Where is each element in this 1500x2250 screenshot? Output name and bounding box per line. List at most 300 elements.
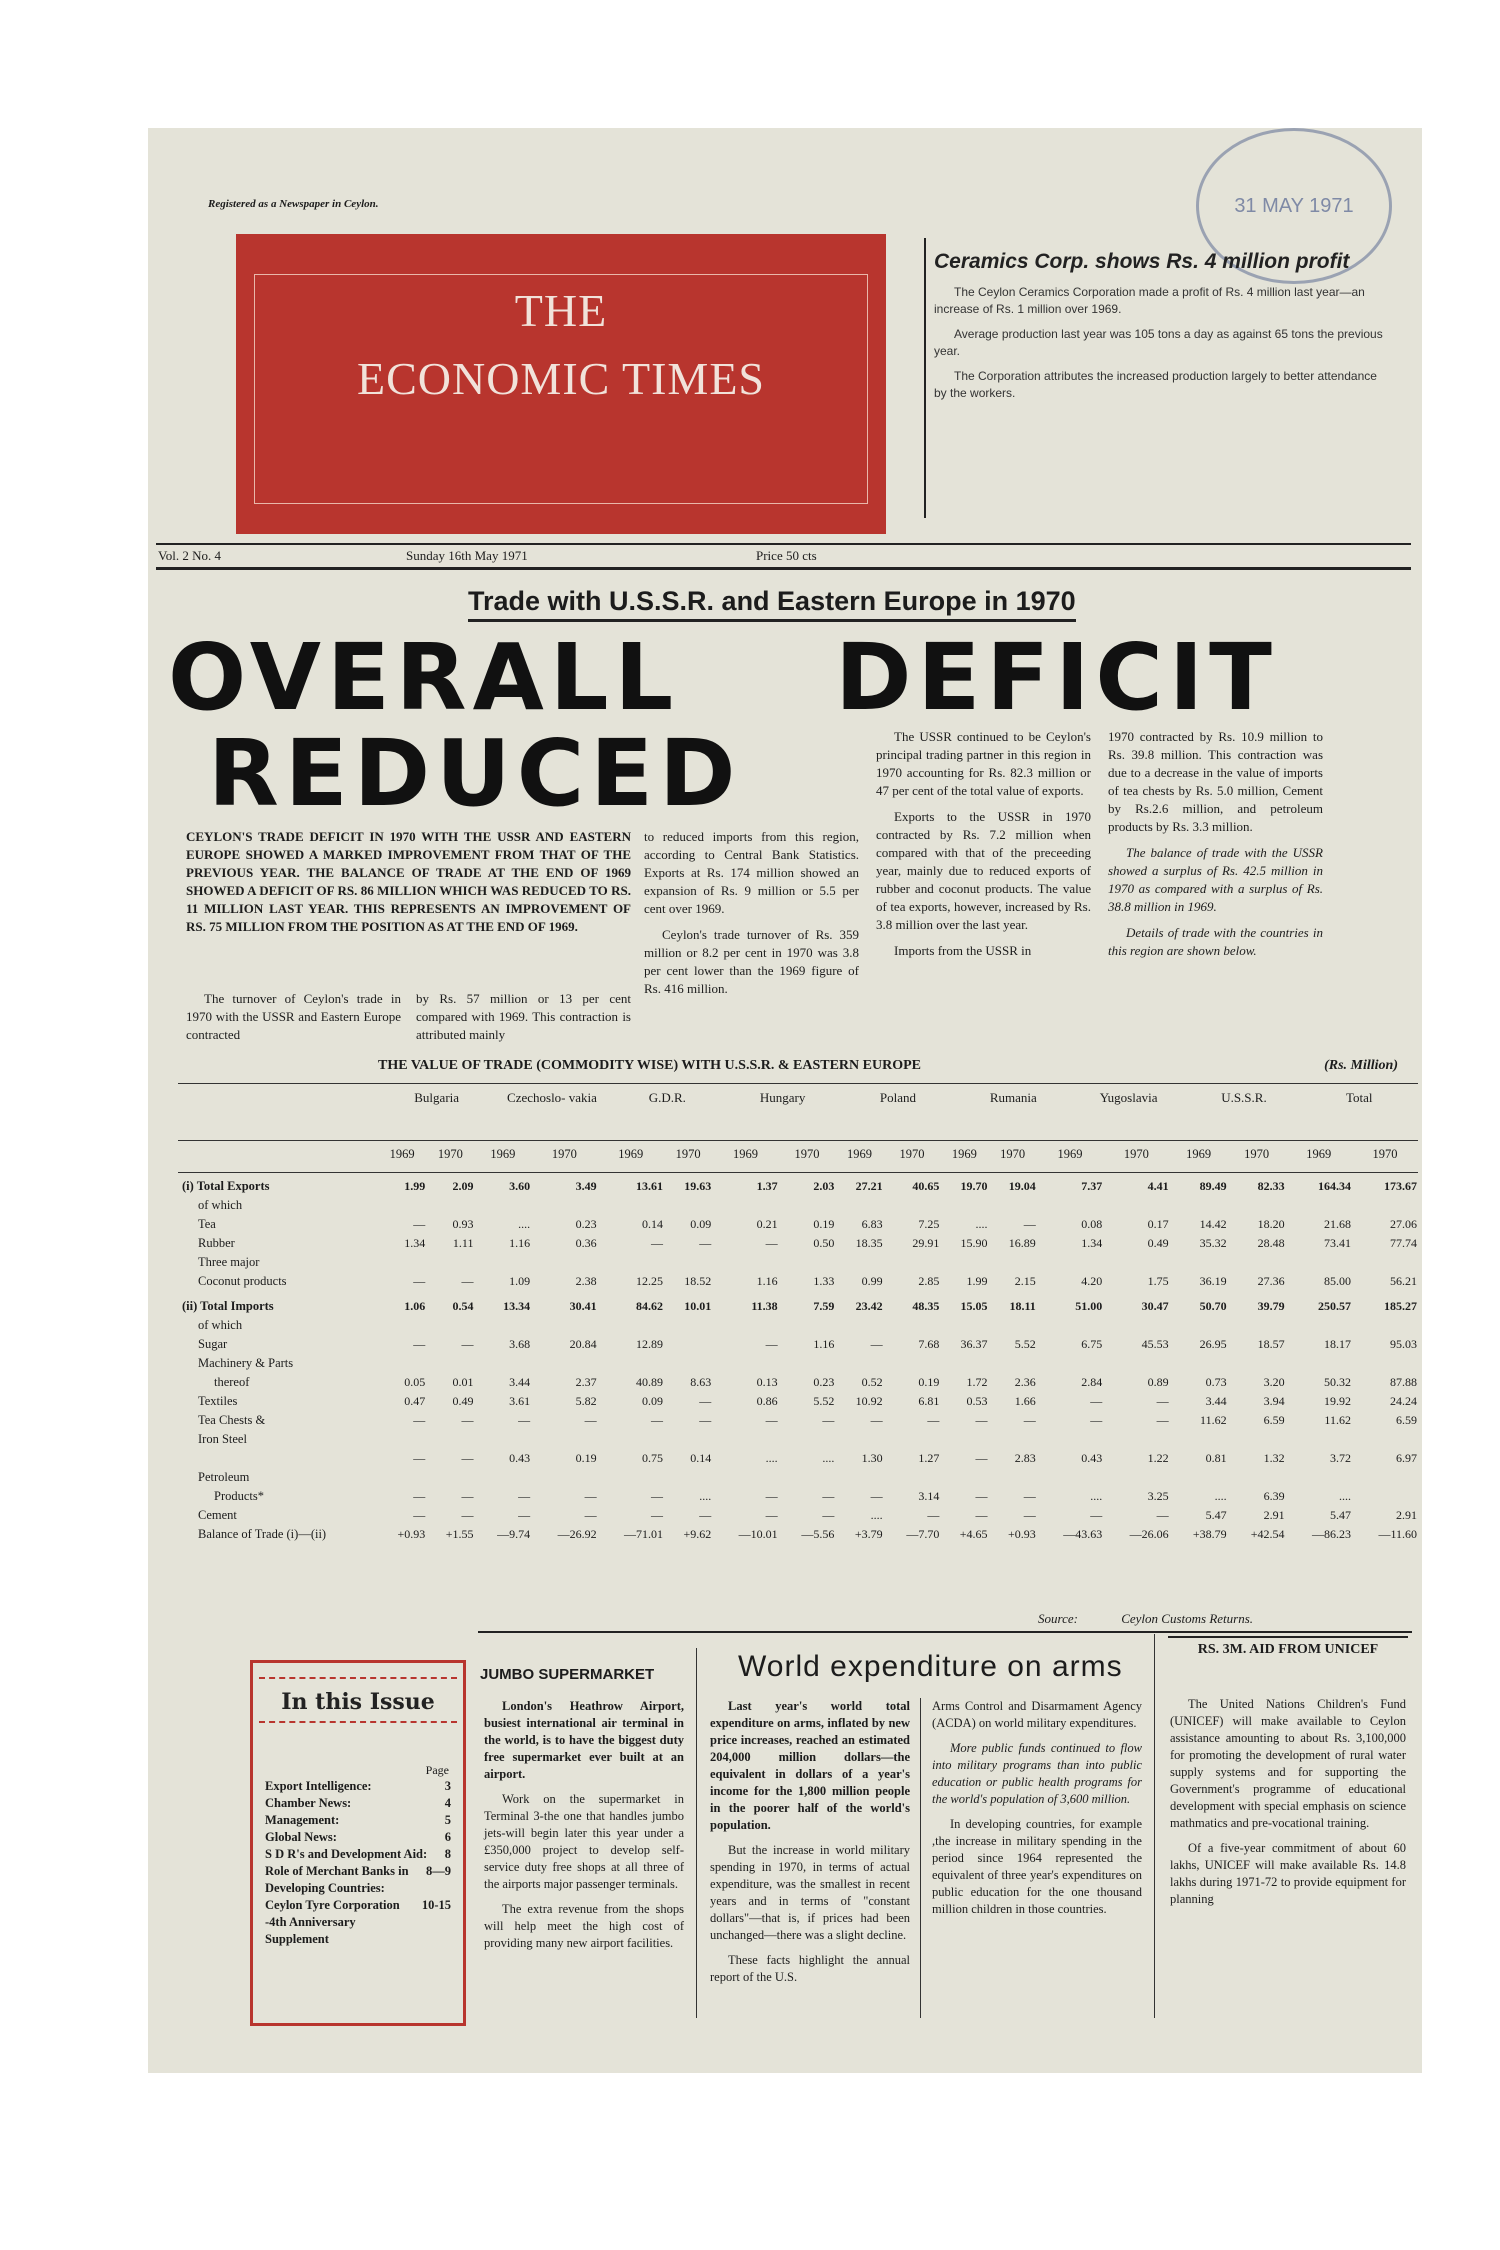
table-row — [178, 1293, 1418, 1318]
table-cell — [664, 1470, 712, 1489]
year-header: 1969 — [835, 1141, 883, 1173]
table-cell: 30.47 — [1141, 1299, 1169, 1313]
table-cell: 1.75 — [1147, 1274, 1169, 1288]
row-label: Coconut products — [198, 1274, 287, 1288]
table-cell — [531, 1255, 597, 1274]
table-cell: 4.41 — [1147, 1179, 1169, 1193]
table-cell: — — [975, 1508, 988, 1522]
table-cell: 18.11 — [1009, 1299, 1036, 1313]
table-cell: 0.05 — [404, 1375, 426, 1389]
table-cell: 0.99 — [861, 1274, 883, 1288]
table-cell — [1170, 1255, 1228, 1274]
table-cell: — — [1090, 1413, 1103, 1427]
table-cell — [531, 1470, 597, 1489]
table-cell — [835, 1356, 883, 1375]
row-label: Cement — [198, 1508, 237, 1522]
table-cell — [989, 1318, 1037, 1337]
source-value: Ceylon Customs Returns. — [1121, 1611, 1254, 1626]
year-header: 1969 — [1170, 1141, 1228, 1173]
table-cell: — — [1090, 1508, 1103, 1522]
table-row — [178, 1337, 1418, 1356]
table-cell — [1352, 1470, 1418, 1489]
source-label: Source: — [1038, 1611, 1078, 1626]
table-cell: — — [651, 1236, 664, 1250]
issue-item-page: 3 — [444, 1779, 451, 1793]
table-row — [178, 1173, 1418, 1199]
table-cell: 0.86 — [756, 1394, 778, 1408]
country-header: Rumania — [989, 1090, 1037, 1105]
main-subhead: Trade with U.S.S.R. and Eastern Europe in 1970 — [468, 586, 1076, 622]
jumbo-paragraph: Work on the supermarket in Terminal 3-the one that handles jumbo jets-will begin later this year under a £350,000 project to develop self-service duty free shops at all three of the airports major passenger terminals. — [484, 1792, 684, 1891]
table-cell — [1170, 1318, 1228, 1337]
table-cell: 2.37 — [575, 1375, 597, 1389]
table-cell: 1.99 — [404, 1179, 426, 1193]
table-cell: .... — [870, 1508, 883, 1522]
table-cell: 50.70 — [1199, 1299, 1227, 1313]
table-cell: — — [1023, 1489, 1036, 1503]
table-cell: 0.23 — [813, 1375, 835, 1389]
table-cell: —26.06 — [1129, 1527, 1169, 1541]
table-cell: — — [765, 1337, 778, 1351]
table-cell: — — [651, 1489, 664, 1503]
world-paragraph: Arms Control and Disarmament Agency (ACDA) on world military expenditures. — [932, 1699, 1142, 1730]
table-cell: 2.38 — [575, 1274, 597, 1288]
table-cell: 18.20 — [1257, 1217, 1285, 1231]
table-cell — [835, 1432, 883, 1451]
table-cell — [884, 1356, 941, 1375]
table-cell: 82.33 — [1257, 1179, 1285, 1193]
table-cell: 48.35 — [912, 1299, 940, 1313]
table-cell — [884, 1318, 941, 1337]
table-cell: .... — [1090, 1489, 1103, 1503]
table-cell: —5.56 — [801, 1527, 835, 1541]
jumbo-story — [484, 1698, 684, 1960]
table-cell — [378, 1470, 426, 1489]
table-cell — [779, 1318, 836, 1337]
table-cell: — — [413, 1217, 426, 1231]
table-cell: — — [765, 1508, 778, 1522]
table-cell: 1.16 — [509, 1236, 531, 1250]
ceramics-paragraph: The Corporation attributes the increased production largely to better attendance by the workers. — [934, 369, 1377, 400]
table-cell — [1286, 1255, 1352, 1274]
year-header: 1970 — [989, 1141, 1037, 1173]
table-cell: — — [822, 1508, 835, 1522]
table-cell: 11.62 — [1200, 1413, 1227, 1427]
table-cell — [664, 1255, 712, 1274]
table-cell: 39.79 — [1257, 1299, 1285, 1313]
table-cell — [531, 1198, 597, 1217]
headline-word-overall: OVERALL — [168, 624, 680, 731]
table-cell: 18.52 — [684, 1274, 712, 1288]
world-paragraph: More public funds continued to flow into military programs than into public education or public health programs for the world's population of 3,600 million. — [932, 1741, 1142, 1806]
table-cell: 23.42 — [855, 1299, 883, 1313]
table-cell: 56.21 — [1390, 1274, 1417, 1288]
bottom-section-rule — [478, 1631, 1412, 1633]
table-cell — [989, 1255, 1037, 1274]
table-cell — [1170, 1470, 1228, 1489]
table-cell: — — [699, 1508, 712, 1522]
table-cell: 1.32 — [1263, 1451, 1285, 1465]
table-cell: — — [518, 1508, 531, 1522]
table-cell: 1.66 — [1014, 1394, 1036, 1408]
table-cell — [712, 1318, 778, 1337]
country-header: U.S.S.R. — [1221, 1090, 1267, 1105]
article-paragraph: The balance of trade with the USSR showed a surplus of Rs. 42.5 million in 1970 as compared with a surplus of Rs. 38.8 million in 1969. — [1108, 845, 1323, 914]
table-cell: — — [518, 1489, 531, 1503]
table-cell: — — [413, 1413, 426, 1427]
table-cell: +42.54 — [1250, 1527, 1285, 1541]
table-cell: 3.14 — [918, 1489, 940, 1503]
table-cell — [598, 1198, 664, 1217]
table-cell: .... — [975, 1217, 988, 1231]
table-cell: 1.34 — [404, 1236, 426, 1250]
table-cell — [1286, 1432, 1352, 1451]
table-cell: — — [927, 1413, 940, 1427]
table-cell: 3.20 — [1263, 1375, 1285, 1389]
table-cell — [940, 1470, 988, 1489]
library-stamp: 31 MAY 1971 — [1196, 128, 1392, 284]
year-header: 1969 — [712, 1141, 778, 1173]
table-cell: — — [651, 1413, 664, 1427]
table-cell: 2.03 — [813, 1179, 835, 1193]
year-header: 1970 — [426, 1141, 474, 1173]
table-cell — [1037, 1432, 1103, 1451]
column-divider — [920, 1698, 921, 2018]
table-cell — [884, 1470, 941, 1489]
row-label: Three major — [198, 1255, 260, 1269]
table-cell — [1103, 1198, 1169, 1217]
page-column-label: Page — [425, 1763, 449, 1777]
table-cell: 11.38 — [751, 1299, 778, 1313]
masthead-title-line2: ECONOMIC TIMES — [356, 353, 765, 404]
table-cell — [712, 1470, 778, 1489]
table-cell: 73.41 — [1323, 1236, 1351, 1250]
table-cell — [779, 1255, 836, 1274]
table-cell: — — [461, 1337, 474, 1351]
world-paragraph: These facts highlight the annual report of the U.S. — [710, 1953, 910, 1984]
table-cell: 0.23 — [575, 1217, 597, 1231]
table-cell: 89.49 — [1199, 1179, 1227, 1193]
table-cell — [378, 1356, 426, 1375]
table-cell: — — [870, 1413, 883, 1427]
table-cell: 13.61 — [636, 1179, 664, 1193]
year-header: 1970 — [779, 1141, 836, 1173]
table-cell — [1103, 1470, 1169, 1489]
table-cell: 6.97 — [1396, 1451, 1417, 1465]
table-cell: 0.53 — [966, 1394, 988, 1408]
issue-item-page: 10-15 — [421, 1898, 451, 1912]
year-header: 1970 — [531, 1141, 597, 1173]
table-cell: 0.93 — [452, 1217, 474, 1231]
table-cell: — — [1156, 1413, 1169, 1427]
table-row — [178, 1198, 1418, 1217]
table-cell — [426, 1432, 474, 1451]
table-cell: — — [975, 1489, 988, 1503]
table-cell: 3.25 — [1147, 1489, 1169, 1503]
table-cell — [940, 1432, 988, 1451]
row-label: of which — [198, 1198, 243, 1212]
issue-list-item — [265, 1812, 451, 1829]
jumbo-paragraph: The extra revenue from the shops will help meet the high cost of providing many new airport facilities. — [484, 1902, 684, 1950]
table-cell: 2.84 — [1081, 1375, 1103, 1389]
table-cell: 0.36 — [575, 1236, 597, 1250]
article-paragraph: 1970 contracted by Rs. 10.9 million to Rs. 39.8 million. This contraction was due to a decrease in the value of imports of tea chests by Rs. 5.0 million, Cement by Rs.2.6 million, and petroleum products by Rs. 3.3 million. — [1108, 729, 1323, 834]
ceramics-paragraph: The Ceylon Ceramics Corporation made a profit of Rs. 4 million last year—an increase of Rs. 1 million over 1969. — [934, 285, 1365, 316]
table-cell: 6.39 — [1263, 1489, 1285, 1503]
table-cell — [940, 1198, 988, 1217]
article-column-4 — [876, 728, 1091, 968]
masthead — [236, 234, 886, 534]
table-cell: 8.63 — [690, 1375, 712, 1389]
table-cell — [779, 1432, 836, 1451]
year-header: 1969 — [940, 1141, 988, 1173]
table-cell: 27.21 — [855, 1179, 883, 1193]
table-cell — [1170, 1198, 1228, 1217]
country-header: G.D.R. — [648, 1090, 686, 1105]
table-cell: — — [1023, 1217, 1036, 1231]
table-cell — [940, 1255, 988, 1274]
column-divider — [696, 1648, 697, 2018]
table-cell: +3.79 — [854, 1527, 883, 1541]
table-cell: 30.41 — [569, 1299, 597, 1313]
table-cell: 2.36 — [1014, 1375, 1036, 1389]
row-label — [178, 1451, 378, 1470]
issue-list-item — [265, 1829, 451, 1846]
table-cell: — — [584, 1508, 597, 1522]
table-cell — [1286, 1470, 1352, 1489]
table-cell: 11.62 — [1324, 1413, 1351, 1427]
table-cell: 0.49 — [452, 1394, 474, 1408]
table-cell: 21.68 — [1323, 1217, 1351, 1231]
table-title: THE VALUE OF TRADE (COMMODITY WISE) WITH U.S.S.R. & EASTERN EUROPE — [378, 1058, 921, 1073]
table-cell: 7.68 — [918, 1337, 940, 1351]
table-cell: 95.03 — [1390, 1337, 1417, 1351]
article-paragraph: to reduced imports from this region, according to Central Bank Statistics. Exports at Rs. 174 million showed an expansion of Rs. 9 million or 5.5 per cent over 1969. — [644, 829, 859, 916]
table-cell — [1037, 1356, 1103, 1375]
year-header: 1969 — [378, 1141, 426, 1173]
table-cell: 1.34 — [1081, 1236, 1103, 1250]
table-cell: 0.75 — [642, 1451, 664, 1465]
table-cell: — — [927, 1508, 940, 1522]
table-cell — [835, 1198, 883, 1217]
table-cell — [835, 1255, 883, 1274]
table-cell: 18.57 — [1257, 1337, 1285, 1351]
table-row — [178, 1527, 1418, 1546]
table-cell: +1.55 — [445, 1527, 474, 1541]
table-cell: 12.89 — [636, 1337, 664, 1351]
table-cell: 84.62 — [636, 1299, 664, 1313]
table-cell — [1103, 1318, 1169, 1337]
table-cell — [1352, 1432, 1418, 1451]
table-cell: 3.44 — [509, 1375, 531, 1389]
world-headline: World expenditure on arms — [738, 1650, 1123, 1683]
table-row — [178, 1274, 1418, 1293]
table-cell: 50.32 — [1323, 1375, 1351, 1389]
jumbo-paragraph: London's Heathrow Airport, busiest international air terminal in the world, is to have the biggest duty free supermarket ever built at an airport. — [484, 1699, 684, 1781]
year-header: 1970 — [884, 1141, 941, 1173]
table-cell — [426, 1198, 474, 1217]
issue-item-page: 5 — [444, 1813, 451, 1827]
table-row — [178, 1255, 1418, 1274]
table-cell: 0.47 — [404, 1394, 426, 1408]
table-cell: — — [975, 1451, 988, 1465]
unicef-headline: RS. 3M. AID FROM UNICEF — [1168, 1636, 1408, 1658]
table-cell: 35.32 — [1199, 1236, 1227, 1250]
article-column-1 — [186, 990, 401, 1052]
table-cell: 5.52 — [813, 1394, 835, 1408]
table-cell: 1.09 — [509, 1274, 531, 1288]
table-cell — [598, 1255, 664, 1274]
year-header: 1969 — [474, 1141, 531, 1173]
table-cell: 36.37 — [960, 1337, 988, 1351]
table-cell: 1.11 — [452, 1236, 474, 1250]
table-cell: 3.49 — [575, 1179, 597, 1193]
issue-item-name: Export Intelligence: — [265, 1779, 372, 1793]
table-title-row — [378, 1058, 1428, 1074]
table-cell: 164.34 — [1317, 1179, 1351, 1193]
table-cell: 1.22 — [1147, 1451, 1169, 1465]
row-label: (i) Total Exports — [182, 1179, 270, 1193]
table-cell — [531, 1432, 597, 1451]
table-cell — [664, 1198, 712, 1217]
table-cell: .... — [822, 1451, 835, 1465]
table-cell — [1286, 1356, 1352, 1375]
article-paragraph: Details of trade with the countries in this region are shown below. — [1108, 925, 1323, 958]
table-cell: 0.81 — [1205, 1451, 1227, 1465]
table-row — [178, 1508, 1418, 1527]
table-row — [178, 1318, 1418, 1337]
table-cell — [712, 1432, 778, 1451]
row-label: Petroleum — [198, 1470, 250, 1484]
table-cell: .... — [1214, 1489, 1227, 1503]
in-this-issue-list — [253, 1778, 463, 1948]
country-header: Hungary — [759, 1090, 806, 1105]
table-cell — [989, 1432, 1037, 1451]
year-header: 1970 — [1103, 1141, 1169, 1173]
issue-item-name: Global News: — [265, 1830, 337, 1844]
table-cell: 0.09 — [642, 1394, 664, 1408]
table-cell — [1228, 1255, 1286, 1274]
table-cell: 0.73 — [1205, 1375, 1227, 1389]
table-cell: — — [870, 1337, 883, 1351]
table-cell: — — [413, 1337, 426, 1351]
table-cell — [884, 1255, 941, 1274]
table-cell: 2.09 — [452, 1179, 474, 1193]
row-label: (ii) Total Imports — [182, 1299, 274, 1313]
table-cell — [1352, 1318, 1418, 1337]
issue-date: Sunday 16th May 1971 — [406, 548, 528, 563]
table-cell: 15.05 — [960, 1299, 988, 1313]
table-cell — [1286, 1198, 1352, 1217]
issue-list-item — [265, 1846, 451, 1863]
table-cell: 3.94 — [1263, 1394, 1285, 1408]
table-cell — [1352, 1255, 1418, 1274]
table-cell: 1.30 — [861, 1451, 883, 1465]
table-cell — [884, 1198, 941, 1217]
world-story-col2 — [932, 1698, 1142, 1926]
issue-box-ornament — [259, 1721, 457, 1727]
article-paragraph: Ceylon's trade turnover of Rs. 359 million or 8.2 per cent in 1970 was 3.8 per cent lower than the 1969 figure of Rs. 416 million. — [644, 927, 859, 996]
table-cell: 19.92 — [1323, 1394, 1351, 1408]
table-cell: 40.65 — [912, 1179, 940, 1193]
table-cell: 250.57 — [1317, 1299, 1351, 1313]
table-cell: — — [413, 1489, 426, 1503]
table-cell — [1352, 1356, 1418, 1375]
table-cell: 10.92 — [855, 1394, 883, 1408]
table-unit: (Rs. Million) — [1324, 1058, 1398, 1073]
row-label: Balance of Trade (i)—(ii) — [198, 1527, 327, 1541]
table-cell: 0.52 — [861, 1375, 883, 1389]
table-cell — [835, 1470, 883, 1489]
table-cell: 1.37 — [756, 1179, 778, 1193]
table-cell: 1.99 — [966, 1274, 988, 1288]
table-cell — [426, 1255, 474, 1274]
table-cell: 6.75 — [1081, 1337, 1103, 1351]
table-cell: 0.89 — [1147, 1375, 1169, 1389]
issue-item-page: 8 — [444, 1847, 451, 1861]
volume-number: Vol. 2 No. 4 — [158, 548, 221, 563]
lead-paragraph: CEYLON'S TRADE DEFICIT IN 1970 WITH THE USSR AND EASTERN EUROPE SHOWED A MARKED IMPROVEMENT FROM THAT OF THE PREVIOUS YEAR. THE BALANCE OF TRADE AT THE END OF 1969 SHOWED A DEFICIT OF RS. 86 MILLION WHICH WAS REDUCED TO RS. 11 MILLION LAST YEAR. THIS REPRESENTS AN IMPROVEMENT OF RS. 75 MILLION FROM THE POSITION AS AT THE END OF 1969. — [186, 829, 631, 934]
table-cell: 1.16 — [756, 1274, 778, 1288]
row-label: Textiles — [198, 1394, 238, 1408]
issue-list-item — [265, 1778, 451, 1795]
table-cell: — — [413, 1274, 426, 1288]
issue-box-ornament — [259, 1677, 457, 1683]
table-row — [178, 1236, 1418, 1255]
country-header: Czechoslo- vakia — [507, 1090, 597, 1105]
in-this-issue-title: In this Issue — [281, 1689, 435, 1715]
table-cell: 2.91 — [1396, 1508, 1417, 1522]
row-label: thereof — [214, 1375, 250, 1389]
table-cell: 2.15 — [1014, 1274, 1036, 1288]
table-cell — [378, 1318, 426, 1337]
table-row — [178, 1375, 1418, 1394]
table-cell — [598, 1432, 664, 1451]
table-cell: 0.21 — [756, 1217, 778, 1231]
article-paragraph: The USSR continued to be Ceylon's principal trading partner in this region in 1970 accounting for Rs. 82.3 million or 47 per cent of the total value of exports. — [876, 729, 1091, 798]
table-cell: 24.24 — [1390, 1394, 1417, 1408]
year-header: 1969 — [1037, 1141, 1103, 1173]
table-cell — [1228, 1470, 1286, 1489]
country-header: Total — [1346, 1090, 1373, 1105]
registration-note: Registered as a Newspaper in Ceylon. — [208, 198, 379, 210]
year-header: 1969 — [1286, 1141, 1352, 1173]
issue-item-page: 4 — [444, 1796, 451, 1810]
table-cell: 10.01 — [684, 1299, 712, 1313]
table-cell: 0.43 — [1081, 1451, 1103, 1465]
table-cell — [531, 1318, 597, 1337]
country-header-row — [178, 1084, 1418, 1141]
issue-item-name: Chamber News: — [265, 1796, 352, 1810]
table-row — [178, 1451, 1418, 1470]
issue-item-page: 6 — [444, 1830, 451, 1844]
table-cell: 0.54 — [452, 1299, 474, 1313]
table-cell — [598, 1318, 664, 1337]
table-cell: 0.19 — [918, 1375, 940, 1389]
table-cell: 13.34 — [503, 1299, 531, 1313]
table-cell — [989, 1356, 1037, 1375]
table-cell — [474, 1356, 531, 1375]
newspaper-page — [148, 128, 1422, 2073]
table-cell: — — [461, 1451, 474, 1465]
table-cell: —7.70 — [906, 1527, 940, 1541]
issue-list-item — [265, 1897, 451, 1948]
table-row — [178, 1470, 1418, 1489]
table-cell: 173.67 — [1384, 1179, 1417, 1193]
table-source — [1038, 1611, 1253, 1627]
table-cell — [1228, 1432, 1286, 1451]
table-cell — [712, 1198, 778, 1217]
